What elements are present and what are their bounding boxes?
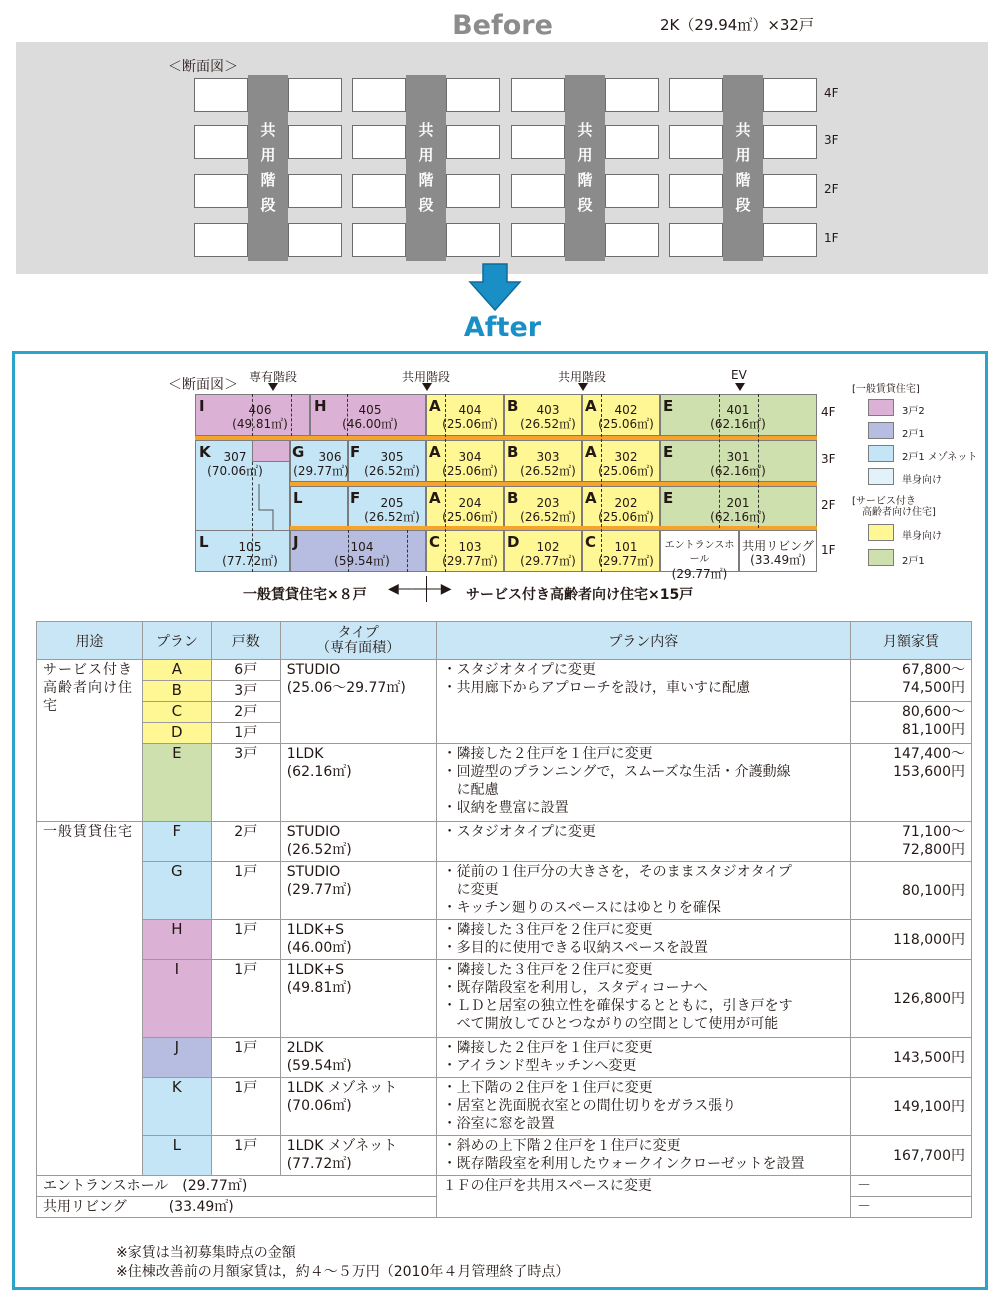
rent-cell: 118,000円 xyxy=(851,920,972,960)
legend-swatch-single xyxy=(868,468,894,485)
before-unit xyxy=(763,78,817,112)
rent-cell: 126,800円 xyxy=(851,960,972,1038)
type-cell: 1LDK+S (49.81㎡) xyxy=(280,960,436,1038)
unit-type-letter: B xyxy=(507,489,519,507)
type-cell: STUDIO (25.06～29.77㎡) xyxy=(280,660,436,744)
before-unit xyxy=(352,223,406,257)
floor-slab xyxy=(290,526,817,530)
count-cell: 1戸 xyxy=(211,920,280,960)
unit-label: 301 (62.16㎡) xyxy=(710,450,766,478)
legend-swatch-blue xyxy=(868,422,894,439)
count-cell: 1戸 xyxy=(211,1038,280,1078)
double-arrow-icon: ◀―――▶ xyxy=(388,581,452,597)
count-cell: 3戸 xyxy=(211,681,280,702)
unit-type-letter: B xyxy=(507,397,519,415)
plan-cell: J xyxy=(142,1038,211,1078)
after-section-label: ＜断面図＞ xyxy=(168,377,238,393)
entrance-hall-label: エントランスホール (29.77㎡) xyxy=(664,540,735,581)
shared-stair-label-2: 共用階段 xyxy=(558,370,607,384)
unit-type-letter: J xyxy=(293,533,299,551)
unit-label: 307 (70.06㎡) xyxy=(207,450,263,478)
before-unit xyxy=(288,125,342,159)
table-row xyxy=(37,920,972,960)
table-row xyxy=(37,822,972,862)
private-stair-marker-icon xyxy=(268,383,278,391)
legend-swatch-yellow xyxy=(868,524,894,541)
before-unit xyxy=(669,78,723,112)
before-unit xyxy=(194,125,248,159)
content-cell: ・斜めの上下階２住戸を１住戸に変更 ・既存階段室を利用したウォークインクローゼットを設置 xyxy=(436,1136,850,1176)
table-row xyxy=(37,660,972,681)
table-header-row xyxy=(37,622,972,660)
table-body xyxy=(37,660,972,1218)
content-cell: ・従前の１住戸分の大きさを，そのままスタジオタイプ に変更 ・キッチン廻りのスペースにはゆとりを確保 xyxy=(436,862,850,920)
before-shared-stair: 共 用 階 段 xyxy=(406,75,446,261)
after-floor-label: 1F xyxy=(821,543,836,557)
unit-type-letter: A xyxy=(429,397,441,415)
plan-cell: E xyxy=(142,744,211,822)
plan-cell: G xyxy=(142,862,211,920)
count-cell: 1戸 xyxy=(211,862,280,920)
legend-label: 単身向け xyxy=(902,475,942,486)
service-housing-count: サービス付き高齢者向け住宅×15戸 xyxy=(466,587,694,603)
before-floor-label: 3F xyxy=(824,133,839,147)
before-title: Before xyxy=(452,10,553,41)
before-unit xyxy=(669,174,723,208)
divider-line xyxy=(426,576,427,602)
before-unit xyxy=(288,174,342,208)
before-unit xyxy=(194,223,248,257)
rent-cell: 71,100～ 72,800円 xyxy=(851,822,972,862)
unit-type-letter: L xyxy=(293,489,303,507)
header-content: プラン内容 xyxy=(436,622,850,660)
legend-label: 2戸1 xyxy=(902,556,925,567)
unit-type-letter: B xyxy=(507,443,519,461)
unit-label: 202 (25.06㎡) xyxy=(598,496,654,524)
floor-slab xyxy=(195,436,817,440)
unit-type-letter: F xyxy=(350,443,361,461)
after-floor-label: 3F xyxy=(821,452,836,466)
before-unit xyxy=(605,174,659,208)
unit-label: 402 (25.06㎡) xyxy=(598,403,654,431)
shared-stair-marker-icon xyxy=(578,383,588,391)
before-unit xyxy=(352,174,406,208)
table-row xyxy=(37,1136,972,1176)
before-unit xyxy=(288,78,342,112)
unit-label: 204 (25.06㎡) xyxy=(442,496,498,524)
legend-label: 2戸1 メゾネット xyxy=(902,452,978,463)
shared-content-cell: １Ｆの住戸を共用スペースに変更 xyxy=(436,1176,850,1218)
plan-cell: D xyxy=(142,723,211,744)
unit-type-letter: A xyxy=(429,443,441,461)
note-rent: ※家賃は当初募集時点の金額 xyxy=(116,1245,296,1261)
table-row xyxy=(37,1176,972,1197)
header-plan: プラン xyxy=(142,622,211,660)
unit-label: 305 (26.52㎡) xyxy=(364,450,420,478)
rent-cell: 80,600～ 81,100円 xyxy=(851,702,972,744)
unit-label: 103 (29.77㎡) xyxy=(442,540,498,568)
use-general: 一般賃貸住宅 xyxy=(37,822,143,1176)
plan-cell: K xyxy=(142,1078,211,1136)
before-section-panel xyxy=(16,42,988,274)
after-title: After xyxy=(463,312,542,343)
unit-label: 101 (29.77㎡) xyxy=(598,540,654,568)
note-previous-rent: ※住棟改善前の月額家賃は，約４～５万円（2010年４月管理終了時点） xyxy=(116,1264,570,1280)
unit-type-letter: L xyxy=(199,533,209,551)
before-unit xyxy=(511,223,565,257)
private-stair-label: 専有階段 xyxy=(249,370,298,384)
shared-stair-marker-icon xyxy=(422,383,432,391)
unit-label: 306 (29.77㎡) xyxy=(293,450,349,478)
before-unit xyxy=(446,78,500,112)
before-unit xyxy=(669,223,723,257)
maisonette-stair-outline xyxy=(195,480,295,532)
count-cell: 1戸 xyxy=(211,723,280,744)
unit-type-letter: A xyxy=(585,443,597,461)
unit-type-letter: K xyxy=(199,443,211,461)
general-housing-count: 一般賃貸住宅×８戸 xyxy=(243,587,367,603)
legend-swatch-green xyxy=(868,549,894,566)
table-row xyxy=(37,1038,972,1078)
count-cell: 1戸 xyxy=(211,1078,280,1136)
count-cell: 1戸 xyxy=(211,960,280,1038)
unit-label: 102 (29.77㎡) xyxy=(520,540,576,568)
plan-cell: H xyxy=(142,920,211,960)
before-unit xyxy=(763,223,817,257)
legend-swatch-lightblue xyxy=(868,445,894,462)
unit-label: 404 (25.06㎡) xyxy=(442,403,498,431)
before-unit xyxy=(605,78,659,112)
plan-cell: A xyxy=(142,660,211,681)
unit-label: 401 (62.16㎡) xyxy=(710,403,766,431)
before-unit xyxy=(194,174,248,208)
unit-type-letter: D xyxy=(507,533,520,551)
unit-label: 406 (49.81㎡) xyxy=(232,403,288,431)
before-unit xyxy=(446,174,500,208)
rent-cell: － xyxy=(851,1176,972,1197)
rent-cell: 167,700円 xyxy=(851,1136,972,1176)
before-shared-stair: 共 用 階 段 xyxy=(723,75,763,261)
before-unit xyxy=(446,223,500,257)
rent-cell: 143,500円 xyxy=(851,1038,972,1078)
rent-cell: 147,400～ 153,600円 xyxy=(851,744,972,822)
before-unit xyxy=(194,78,248,112)
header-rent: 月額家賃 xyxy=(851,622,972,660)
unit-label: 105 (77.72㎡) xyxy=(222,540,278,568)
before-unit xyxy=(511,174,565,208)
unit-label: 405 (46.00㎡) xyxy=(342,403,398,431)
unit-type-letter: E xyxy=(663,443,674,461)
legend-general-header: [一般賃貸住宅] xyxy=(852,384,920,395)
unit-type-letter: G xyxy=(292,443,305,461)
before-unit xyxy=(763,125,817,159)
content-cell: ・隣接した２住戸を１住戸に変更 ・アイランド型キッチンへ変更 xyxy=(436,1038,850,1078)
unit-label: 304 (25.06㎡) xyxy=(442,450,498,478)
unit-label: 303 (26.52㎡) xyxy=(520,450,576,478)
plan-cell: L xyxy=(142,1136,211,1176)
before-unit xyxy=(352,78,406,112)
before-floor-label: 1F xyxy=(824,231,839,245)
type-cell: 1LDK メゾネット (77.72㎡) xyxy=(280,1136,436,1176)
header-use: 用途 xyxy=(37,622,143,660)
content-cell: ・隣接した２住戸を１住戸に変更 ・回遊型のプランニングで，スムーズな生活・介護動線 に配慮 ・収納を豊富に設置 xyxy=(436,744,850,822)
rent-cell: － xyxy=(851,1197,972,1218)
content-cell: ・スタジオタイプに変更 xyxy=(436,822,850,862)
legend-label: 単身向け xyxy=(902,531,942,542)
before-unit xyxy=(605,125,659,159)
unit-label: 302 (25.06㎡) xyxy=(598,450,654,478)
rent-cell: 80,100円 xyxy=(851,862,972,920)
count-cell: 6戸 xyxy=(211,660,280,681)
before-unit xyxy=(669,125,723,159)
ev-label: EV xyxy=(731,368,747,382)
header-count: 戸数 xyxy=(211,622,280,660)
content-cell: ・隣接した３住戸を２住戸に変更 ・多目的に使用できる収納スペースを設置 xyxy=(436,920,850,960)
count-cell: 2戸 xyxy=(211,822,280,862)
plan-cell: I xyxy=(142,960,211,1038)
before-unit xyxy=(605,223,659,257)
unit-type-letter: F xyxy=(350,489,361,507)
count-cell: 3戸 xyxy=(211,744,280,822)
floor-slab xyxy=(290,482,817,486)
unit-type-letter: A xyxy=(585,397,597,415)
type-cell: 2LDK (59.54㎡) xyxy=(280,1038,436,1078)
before-unit xyxy=(511,78,565,112)
count-cell: 2戸 xyxy=(211,702,280,723)
living-cell: 共用リビング (33.49㎡) xyxy=(37,1197,437,1218)
partition-line xyxy=(407,530,408,572)
plan-cell: C xyxy=(142,702,211,723)
legend-swatch-purple xyxy=(868,399,894,416)
before-floor-label: 2F xyxy=(824,182,839,196)
unit-label: 203 (26.52㎡) xyxy=(520,496,576,524)
before-unit xyxy=(288,223,342,257)
before-spec: 2K（29.94㎡）×32戸 xyxy=(660,16,814,34)
type-cell: 1LDK メゾネット (70.06㎡) xyxy=(280,1078,436,1136)
unit-type-letter: A xyxy=(429,489,441,507)
table-row xyxy=(37,862,972,920)
arrow-down-icon xyxy=(468,262,522,312)
unit-type-letter: C xyxy=(585,533,597,551)
type-cell: STUDIO (26.52㎡) xyxy=(280,822,436,862)
count-cell: 1戸 xyxy=(211,1136,280,1176)
content-cell: ・上下階の２住戸を１住戸に変更 ・居室と洗面脱衣室との間仕切りをガラス張り ・浴室に窓を設置 xyxy=(436,1078,850,1136)
unit-type-letter: E xyxy=(663,397,674,415)
legend-label: 3戸2 xyxy=(902,406,925,417)
table-row xyxy=(37,960,972,1038)
type-cell: 1LDK+S (46.00㎡) xyxy=(280,920,436,960)
table-row xyxy=(37,744,972,822)
type-cell: STUDIO (29.77㎡) xyxy=(280,862,436,920)
plan-table xyxy=(36,621,972,1218)
type-cell: 1LDK (62.16㎡) xyxy=(280,744,436,822)
entrance-cell: エントランスホール (29.77㎡) xyxy=(37,1176,437,1197)
unit-label: 104 (59.54㎡) xyxy=(334,540,390,568)
after-floor-label: 2F xyxy=(821,498,836,512)
content-cell: ・隣接した３住戸を２住戸に変更 ・既存階段室を利用し，スタディコーナへ ・ＬＤと居室の独立性を確保するとともに，引き戸をす べて開放してひとつながりの空間として使用が可能 xyxy=(436,960,850,1038)
before-unit xyxy=(763,174,817,208)
before-unit xyxy=(511,125,565,159)
plan-cell: B xyxy=(142,681,211,702)
shared-stair-label-1: 共用階段 xyxy=(402,370,451,384)
unit-type-letter: I xyxy=(199,397,205,415)
rent-cell: 149,100円 xyxy=(851,1078,972,1136)
legend-service-header: [サービス付き 高齢者向け住宅] xyxy=(852,496,936,518)
header-type: タイプ （専有面積） xyxy=(280,622,436,660)
before-unit xyxy=(352,125,406,159)
unit-type-letter: A xyxy=(585,489,597,507)
unit-label: 403 (26.52㎡) xyxy=(520,403,576,431)
plan-cell: F xyxy=(142,822,211,862)
before-section-label: ＜断面図＞ xyxy=(168,59,238,75)
ev-marker-icon xyxy=(735,383,745,391)
unit-type-letter: E xyxy=(663,489,674,507)
legend-label: 2戸1 xyxy=(902,429,925,440)
unit-label: 201 (62.16㎡) xyxy=(710,496,766,524)
table-row xyxy=(37,1078,972,1136)
unit-type-letter: C xyxy=(429,533,441,551)
unit-label: 205 (26.52㎡) xyxy=(364,496,420,524)
after-floor-label: 4F xyxy=(821,405,836,419)
shared-living-label: 共用リビング (33.49㎡) xyxy=(742,539,814,567)
before-unit xyxy=(446,125,500,159)
use-service: サービス付き高齢者向け住宅 xyxy=(37,660,143,822)
rent-cell: 67,800～ 74,500円 xyxy=(851,660,972,702)
before-shared-stair: 共 用 階 段 xyxy=(248,75,288,261)
unit-type-letter: H xyxy=(314,397,327,415)
content-cell: ・スタジオタイプに変更 ・共用廊下からアプローチを設け，車いすに配慮 xyxy=(436,660,850,744)
before-floor-label: 4F xyxy=(824,86,839,100)
before-shared-stair: 共 用 階 段 xyxy=(565,75,605,261)
